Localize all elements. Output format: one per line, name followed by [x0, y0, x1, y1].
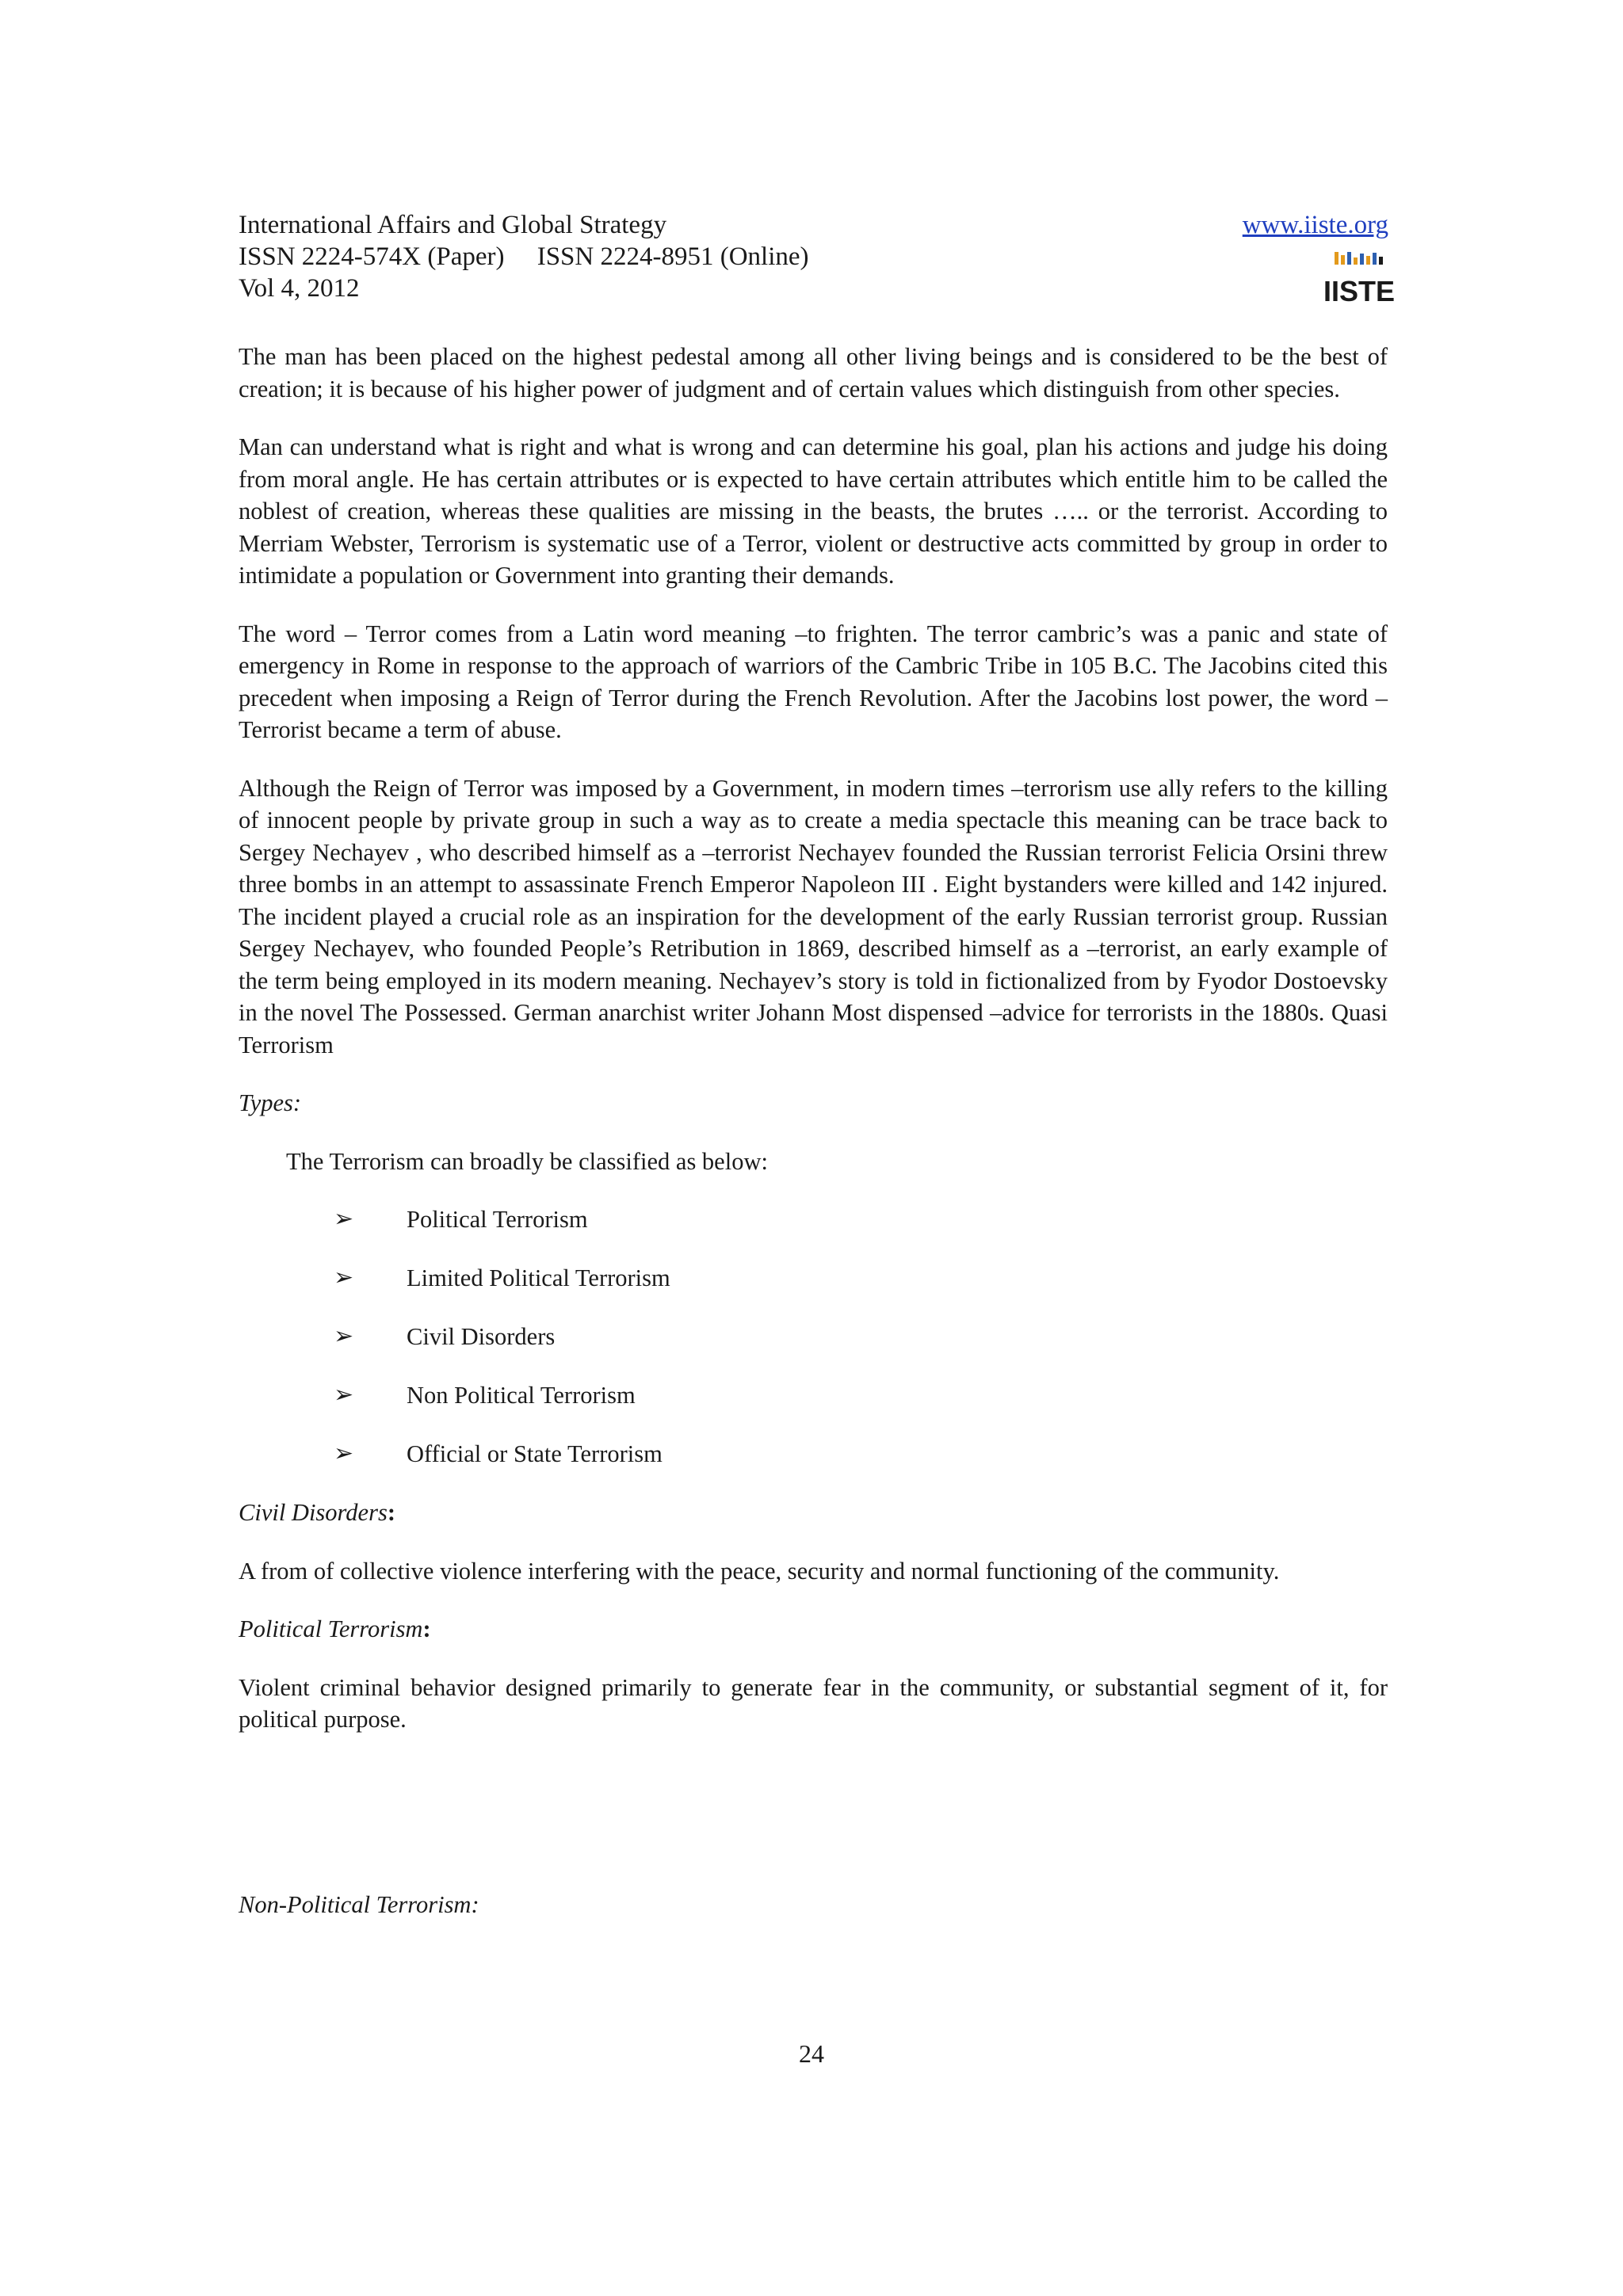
arrow-bullet-icon: ➢	[334, 1381, 354, 1409]
political-terrorism-definition: Violent criminal behavior designed primarily to generate fear in the community, or substantial segment of it, for political purpose.	[239, 1673, 1388, 1733]
political-terrorism-heading-colon: :	[422, 1615, 431, 1642]
list-item-text: Limited Political Terrorism	[407, 1264, 670, 1291]
political-terrorism-heading	[239, 1613, 1388, 1646]
arrow-bullet-icon: ➢	[334, 1440, 354, 1467]
journal-website-link[interactable]: www.iiste.org	[1242, 211, 1388, 239]
list-item	[239, 1321, 1388, 1353]
types-intro: The Terrorism can broadly be classified as below:	[286, 1147, 768, 1175]
journal-volume: Vol 4, 2012	[239, 274, 360, 303]
blank-gap	[239, 1762, 1388, 1889]
paragraph-terror-origin: The word – Terror comes from a Latin word meaning –to frighten. The terror cambric’s was a panic and state of emergency in Rome in response to the approach of warriors of the Cambric Tribe in 105 B.C. The Jacobins cited this precedent when imposing a Reign of Terror during the French Revolution. After the Jacobins lost power, the word – Terrorist became a term of abuse.	[239, 620, 1388, 743]
journal-title: International Affairs and Global Strategy	[239, 211, 667, 239]
arrow-bullet-icon: ➢	[334, 1322, 354, 1350]
journal-header	[239, 209, 1190, 304]
paragraph-man-creation: The man has been placed on the highest pedestal among all other living beings and is considered to be the best of creation; it is because of his higher power of judgment and of certain values which distinguish from other species.	[239, 343, 1388, 402]
civil-disorders-heading-text: Civil Disorders	[239, 1499, 388, 1526]
arrow-bullet-icon: ➢	[334, 1264, 354, 1291]
types-heading: Types:	[239, 1089, 302, 1116]
civil-disorders-heading-colon: :	[387, 1499, 395, 1526]
list-item	[239, 1203, 1388, 1236]
paragraph-right-wrong: Man can understand what is right and what is wrong and can determine his goal, plan his actions and judge his doing from moral angle. He has certain attributes or is expected to have certain attributes which entitle him to be called the noblest of creation, whereas these qualities are missing in the beasts, the brutes ….. or the terrorist. According to Merriam Webster, Terrorism is systematic use of a Terror, violent or destructive acts committed by group in order to intimidate a population or Government into granting their demands.	[239, 433, 1388, 589]
non-political-terrorism-heading: Non-Political Terrorism:	[239, 1890, 479, 1918]
list-item-text: Non Political Terrorism	[407, 1382, 636, 1409]
list-item	[239, 1262, 1388, 1295]
logo-text: IISTE	[1323, 275, 1396, 307]
types-list	[239, 1203, 1388, 1470]
journal-issn: ISSN 2224-574X (Paper) ISSN 2224-8951 (Online)	[239, 242, 809, 271]
political-terrorism-heading-text: Political Terrorism	[239, 1615, 423, 1642]
paragraph-reign-of-terror: Although the Reign of Terror was imposed by a Government, in modern times –terrorism use ally refers to the killing of innocent people by private group in such a way as to create a media spectacle this meaning can be trace back to Sergey Nechayev , who described himself as a –terrorist Nechayev founded the Russian terrorist Felicia Orsini threw three bombs in an attempt to assassinate French Emperor Napoleon III . Eight bystanders were killed and 142 injured. The incident played a crucial role as an inspiration for the development of the early Russian terrorist group. Russian Sergey Nechayev, who founded People’s Retribution in 1869, described himself as a –terrorist, an early example of the term being employed in its modern meaning. Nechayev’s story is told in fictionalized from by Fyodor Dostoevsky in the novel The Possessed. German anarchist writer Johann Most dispensed –advice for terrorists in the 1880s. Quasi Terrorism	[239, 774, 1388, 1058]
list-item-text: Official or State Terrorism	[407, 1440, 663, 1467]
list-item-text: Political Terrorism	[407, 1206, 588, 1233]
civil-disorders-heading	[239, 1497, 1388, 1529]
civil-disorders-definition: A from of collective violence interfering with the peace, security and normal functioning of the community.	[239, 1557, 1280, 1585]
arrow-bullet-icon: ➢	[334, 1205, 354, 1233]
list-item	[239, 1438, 1388, 1470]
list-item	[239, 1379, 1388, 1412]
page-number: 24	[799, 2039, 824, 2068]
article-body	[239, 341, 1388, 1947]
iiste-logo	[1323, 250, 1396, 307]
list-item-text: Civil Disorders	[407, 1323, 556, 1350]
